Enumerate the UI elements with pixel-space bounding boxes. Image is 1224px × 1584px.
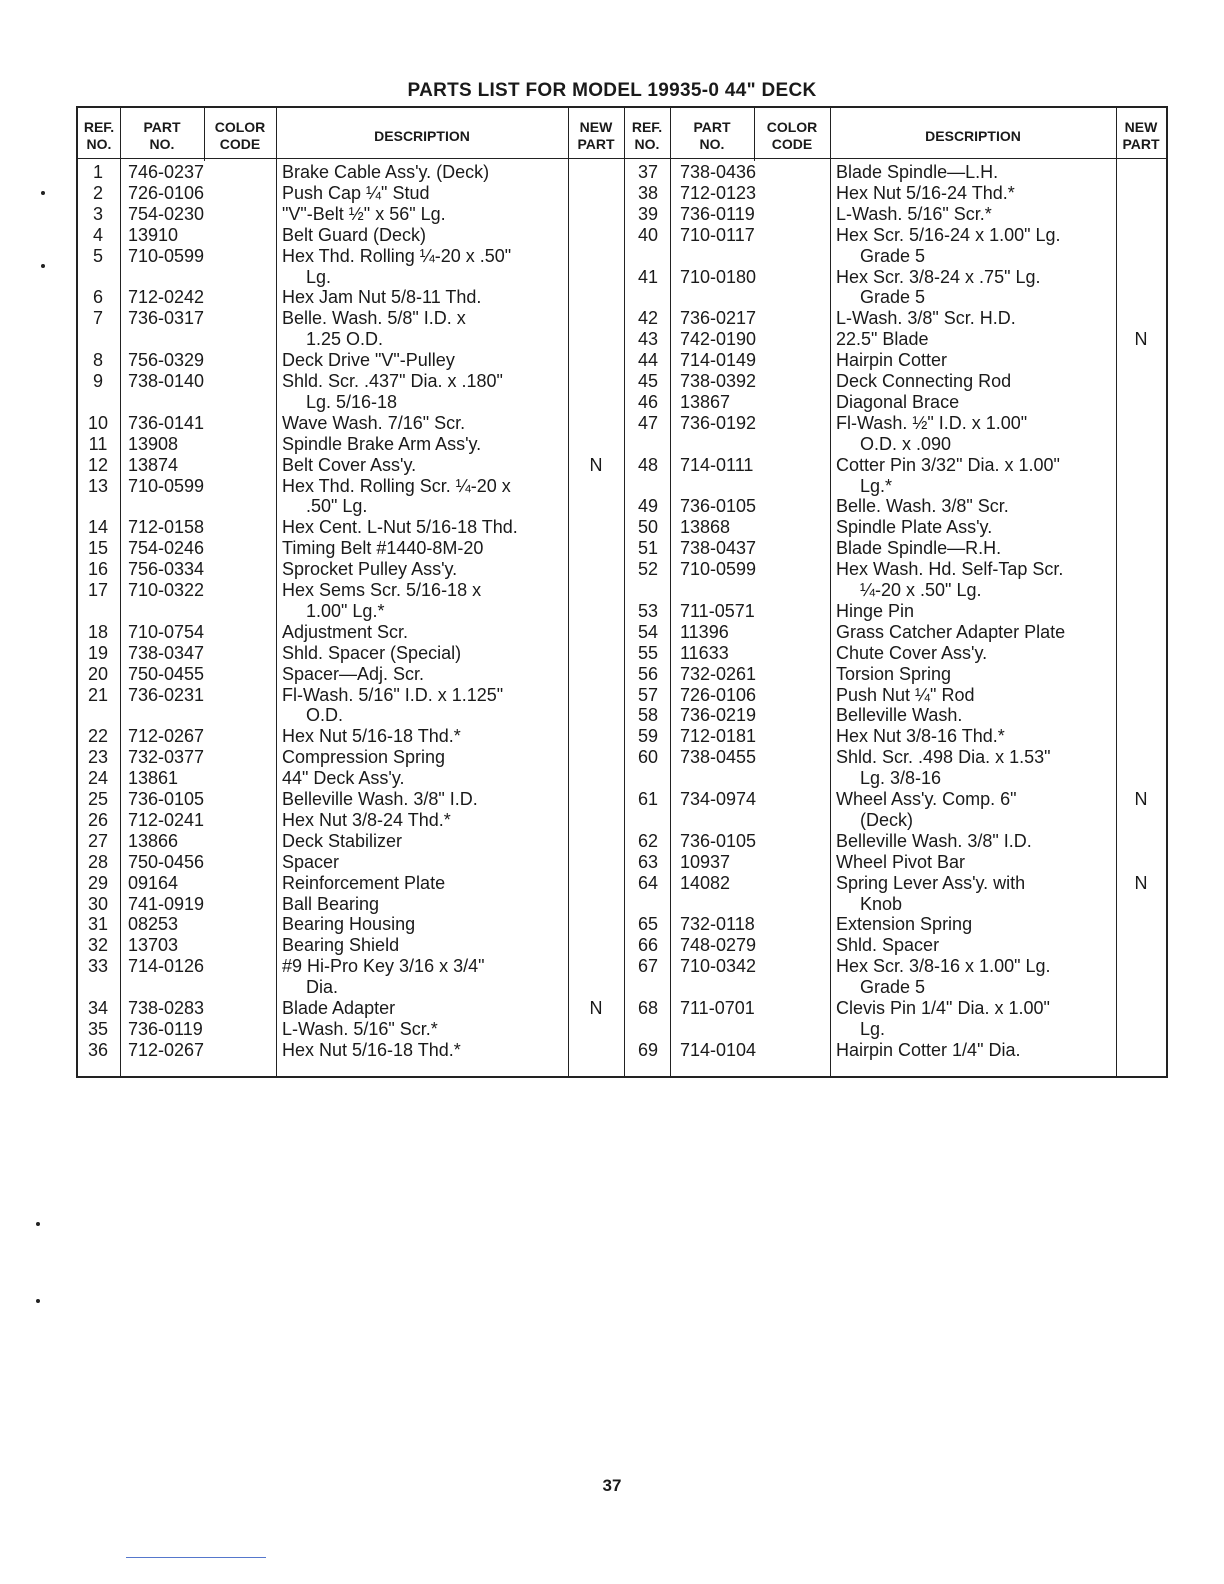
footer-rule [126, 1557, 266, 1558]
ref-no-cell: 15 [87, 538, 109, 559]
part-no-cell: 732-0261 [680, 663, 757, 684]
table-row [78, 914, 1166, 935]
description-cell: Ball Bearing [282, 893, 380, 914]
description-cell: Spacer [282, 851, 340, 872]
part-no-cell: 738-0437 [680, 538, 757, 559]
ref-no-cell: 61 [637, 789, 659, 809]
part-no-cell: 732-0118 [680, 914, 755, 935]
part-no-cell: 711-0571 [680, 600, 755, 621]
description-cell: Lg. [860, 1018, 886, 1039]
part-no-cell: 710-0599 [680, 559, 757, 580]
table-row [78, 183, 1166, 204]
part-no-cell: 736-0105 [680, 496, 757, 517]
part-no-cell: 714-0111 [680, 454, 754, 475]
ref-no-cell: 16 [87, 559, 109, 580]
ref-no-cell: 14 [87, 517, 109, 538]
header-new-part: NEW PART [1122, 119, 1160, 152]
new-part-cell: N [589, 998, 603, 1018]
table-row [78, 894, 1166, 915]
table-row [78, 204, 1166, 225]
description-cell: Belt Cover Ass'y. [282, 454, 417, 475]
table-row [78, 267, 1166, 288]
description-cell: Hex Scr. 3/8-16 x 1.00" Lg. [836, 956, 1051, 977]
description-cell: Belleville Wash. 3/8" I.D. [836, 830, 1032, 851]
ref-no-cell: 69 [637, 1039, 659, 1060]
description-cell: Hex Scr. 3/8-24 x .75" Lg. [836, 266, 1041, 287]
description-cell: L-Wash. 5/16" Scr.* [282, 1018, 438, 1039]
table-row [78, 831, 1166, 852]
ref-no-cell: 38 [637, 182, 659, 203]
part-no-cell: 750-0456 [128, 851, 205, 872]
description-cell: Blade Adapter [282, 998, 396, 1018]
table-row [78, 392, 1166, 413]
ref-no-cell: 19 [87, 642, 109, 663]
new-part-cell: N [1134, 329, 1148, 350]
part-no-cell: 736-0219 [680, 705, 757, 726]
part-no-cell: 712-0267 [128, 1039, 205, 1060]
description-cell: Hex Cent. L-Nut 5/16-18 Thd. [282, 517, 518, 538]
table-row [78, 664, 1166, 685]
part-no-cell: 710-0599 [128, 245, 205, 266]
ref-no-cell: 31 [87, 914, 109, 935]
description-cell: Hex Thd. Rolling ¼-20 x .50" [282, 245, 512, 266]
ref-no-cell: 25 [87, 789, 109, 809]
table-row [78, 935, 1166, 956]
margin-mark [36, 1222, 40, 1226]
ref-no-cell: 53 [637, 600, 659, 621]
description-cell: Shld. Scr. .498 Dia. x 1.53" [836, 747, 1051, 768]
part-no-cell: 736-0192 [680, 412, 757, 433]
description-cell: Hex Nut 5/16-24 Thd.* [836, 182, 1015, 203]
ref-no-cell: 65 [637, 914, 659, 935]
table-row [78, 998, 1166, 1019]
table-row [78, 768, 1166, 789]
table-row [78, 246, 1166, 267]
part-no-cell: 13861 [128, 768, 179, 789]
table-row [78, 329, 1166, 350]
ref-no-cell: 57 [637, 684, 659, 705]
ref-no-cell: 41 [637, 266, 659, 287]
ref-no-cell: 56 [637, 663, 659, 684]
description-cell: Spacer—Adj. Scr. [282, 663, 425, 684]
part-no-cell: 710-0180 [680, 266, 757, 287]
ref-no-cell: 12 [87, 454, 109, 475]
table-row [78, 747, 1166, 768]
description-cell: Brake Cable Ass'y. (Deck) [282, 162, 490, 182]
table-row [78, 601, 1166, 622]
part-no-cell: 13908 [128, 433, 179, 454]
ref-no-cell: 26 [87, 809, 109, 830]
description-cell: Belle. Wash. 5/8" I.D. x [282, 308, 466, 329]
description-cell: Hex Thd. Rolling Scr. ¼-20 x [282, 475, 511, 496]
ref-no-cell: 2 [92, 182, 103, 203]
part-no-cell: 10937 [680, 851, 731, 872]
description-cell: Lg. 5/16-18 [306, 391, 398, 412]
table-row [78, 455, 1166, 476]
part-no-cell: 742-0190 [680, 329, 757, 350]
ref-no-cell: 27 [87, 830, 109, 851]
description-cell: Extension Spring [836, 914, 973, 935]
description-cell: Diagonal Brace [836, 391, 960, 412]
description-cell: Deck Stabilizer [282, 830, 403, 851]
table-row [78, 643, 1166, 664]
table-row [78, 956, 1166, 977]
description-cell: Deck Connecting Rod [836, 371, 1012, 391]
part-no-cell: 710-0322 [128, 580, 205, 600]
page-number: 37 [602, 1476, 622, 1495]
header-new-part: NEW PART [577, 119, 615, 152]
part-no-cell: 738-0436 [680, 162, 757, 182]
part-no-cell: 710-0599 [128, 475, 205, 496]
part-no-cell: 748-0279 [680, 935, 757, 956]
description-cell: (Deck) [860, 809, 913, 830]
header-part-no: PART NO. [693, 119, 731, 152]
table-row [78, 162, 1166, 183]
ref-no-cell: 20 [87, 663, 109, 684]
ref-no-cell: 21 [87, 684, 109, 705]
description-cell: Push Nut ¼" Rod [836, 684, 975, 705]
description-cell: Hinge Pin [836, 600, 915, 621]
part-no-cell: 710-0342 [680, 956, 757, 977]
description-cell: Spindle Brake Arm Ass'y. [282, 433, 482, 454]
description-cell: Wheel Ass'y. Comp. 6" [836, 789, 1017, 809]
header-color-code: COLOR CODE [766, 119, 818, 152]
ref-no-cell: 47 [637, 412, 659, 433]
description-cell: 1.25 O.D. [306, 329, 384, 350]
table-row [78, 810, 1166, 831]
ref-no-cell: 7 [92, 308, 103, 329]
ref-no-cell: 1 [92, 162, 103, 182]
description-cell: Blade Spindle—L.H. [836, 162, 999, 182]
part-no-cell: 736-0119 [680, 203, 755, 224]
ref-no-cell: 6 [92, 287, 103, 308]
part-no-cell: 736-0141 [128, 412, 205, 433]
description-cell: Hex Nut 3/8-16 Thd.* [836, 726, 1005, 747]
description-cell: Reinforcement Plate [282, 872, 446, 893]
ref-no-cell: 39 [637, 203, 659, 224]
description-cell: Belle. Wash. 3/8" Scr. [836, 496, 1009, 517]
description-cell: Blade Spindle—R.H. [836, 538, 1002, 559]
header-ref-no: REF. NO. [83, 119, 115, 152]
part-no-cell: 711-0701 [680, 998, 755, 1018]
description-cell: Cotter Pin 3/32" Dia. x 1.00" [836, 454, 1060, 475]
part-no-cell: 750-0455 [128, 663, 205, 684]
part-no-cell: 736-0217 [680, 308, 757, 329]
ref-no-cell: 50 [637, 517, 659, 538]
description-cell: Hex Nut 5/16-18 Thd.* [282, 1039, 461, 1060]
margin-mark [36, 1299, 40, 1303]
ref-no-cell: 37 [637, 162, 659, 182]
description-cell: Deck Drive "V"-Pulley [282, 350, 455, 371]
part-no-cell: 756-0329 [128, 350, 205, 371]
ref-no-cell: 23 [87, 747, 109, 768]
new-part-cell: N [1134, 789, 1148, 809]
part-no-cell: 746-0237 [128, 162, 205, 182]
ref-no-cell: 60 [637, 747, 659, 768]
part-no-cell: 734-0974 [680, 789, 757, 809]
part-no-cell: 13867 [680, 391, 731, 412]
description-cell: Grade 5 [860, 245, 926, 266]
table-row [78, 287, 1166, 308]
table-row [78, 685, 1166, 706]
part-no-cell: 08253 [128, 914, 179, 935]
description-cell: Knob [860, 893, 903, 914]
ref-no-cell: 55 [637, 642, 659, 663]
new-part-cell: N [589, 454, 603, 475]
ref-no-cell: 49 [637, 496, 659, 517]
header-part-no: PART NO. [143, 119, 181, 152]
description-cell: Torsion Spring [836, 663, 952, 684]
table-row [78, 496, 1166, 517]
table-row [78, 1040, 1166, 1061]
ref-no-cell: 35 [87, 1018, 109, 1039]
ref-no-cell: 4 [92, 224, 103, 245]
part-no-cell: 726-0106 [128, 182, 205, 203]
part-no-cell: 712-0123 [680, 182, 757, 203]
ref-no-cell: 46 [637, 391, 659, 412]
ref-no-cell: 44 [637, 350, 659, 371]
ref-no-cell: 40 [637, 224, 659, 245]
description-cell: Bearing Shield [282, 935, 400, 956]
part-no-cell: 736-0317 [128, 308, 205, 329]
description-cell: L-Wash. 5/16" Scr.* [836, 203, 992, 224]
table-row [78, 225, 1166, 246]
description-cell: ¼-20 x .50" Lg. [860, 580, 982, 600]
header-ref-no: REF. NO. [631, 119, 663, 152]
part-no-cell: 738-0347 [128, 642, 205, 663]
description-cell: Wave Wash. 7/16" Scr. [282, 412, 466, 433]
description-cell: Lg.* [860, 475, 893, 496]
table-row [78, 538, 1166, 559]
description-cell: Sprocket Pulley Ass'y. [282, 559, 458, 580]
part-no-cell: 738-0140 [128, 371, 205, 391]
page-title: PARTS LIST FOR MODEL 19935-0 44" DECK [407, 80, 817, 101]
description-cell: Wheel Pivot Bar [836, 851, 966, 872]
description-cell: Adjustment Scr. [282, 621, 409, 642]
table-row [78, 517, 1166, 538]
header-rule [78, 158, 1166, 159]
part-no-cell: 13868 [680, 517, 731, 538]
part-no-cell: 738-0283 [128, 998, 205, 1018]
description-cell: Hex Scr. 5/16-24 x 1.00" Lg. [836, 224, 1061, 245]
description-cell: Hex Jam Nut 5/8-11 Thd. [282, 287, 482, 308]
header-color-code: COLOR CODE [214, 119, 266, 152]
part-no-cell: 13910 [128, 224, 179, 245]
part-no-cell: 741-0919 [128, 893, 205, 914]
description-cell: L-Wash. 3/8" Scr. H.D. [836, 308, 1016, 329]
table-row [78, 476, 1166, 497]
description-cell: Timing Belt #1440-8M-20 [282, 538, 484, 559]
ref-no-cell: 9 [92, 371, 103, 391]
ref-no-cell: 34 [87, 998, 109, 1018]
table-row [78, 580, 1166, 601]
ref-no-cell: 32 [87, 935, 109, 956]
parts-table [76, 106, 1168, 1078]
description-cell: #9 Hi-Pro Key 3/16 x 3/4" [282, 956, 485, 977]
description-cell: Hex Nut 3/8-24 Thd.* [282, 809, 451, 830]
part-no-cell: 714-0104 [680, 1039, 757, 1060]
part-no-cell: 712-0158 [128, 517, 205, 538]
description-cell: Spring Lever Ass'y. with [836, 872, 1026, 893]
description-cell: Compression Spring [282, 747, 446, 768]
description-cell: "V"-Belt ½" x 56" Lg. [282, 203, 446, 224]
ref-no-cell: 8 [92, 350, 103, 371]
ref-no-cell: 63 [637, 851, 659, 872]
table-row [78, 705, 1166, 726]
description-cell: Lg. 3/8-16 [860, 768, 942, 789]
description-cell: Fl-Wash. 5/16" I.D. x 1.125" [282, 684, 504, 705]
ref-no-cell: 13 [87, 475, 109, 496]
ref-no-cell: 68 [637, 998, 659, 1018]
ref-no-cell: 48 [637, 454, 659, 475]
ref-no-cell: 18 [87, 621, 109, 642]
ref-no-cell: 28 [87, 851, 109, 872]
description-cell: Lg. [306, 266, 332, 287]
part-no-cell: 714-0149 [680, 350, 757, 371]
ref-no-cell: 42 [637, 308, 659, 329]
ref-no-cell: 5 [92, 245, 103, 266]
header-description: DESCRIPTION [925, 127, 1021, 144]
table-row [78, 726, 1166, 747]
part-no-cell: 736-0105 [128, 789, 205, 809]
description-cell: Grade 5 [860, 977, 926, 998]
description-cell: Hex Wash. Hd. Self-Tap Scr. [836, 559, 1064, 580]
part-no-cell: 736-0119 [128, 1018, 203, 1039]
description-cell: Grass Catcher Adapter Plate [836, 621, 1066, 642]
ref-no-cell: 10 [87, 412, 109, 433]
ref-no-cell: 45 [637, 371, 659, 391]
ref-no-cell: 3 [92, 203, 103, 224]
ref-no-cell: 29 [87, 872, 109, 893]
part-no-cell: 14082 [680, 872, 731, 893]
description-cell: O.D. [306, 705, 344, 726]
part-no-cell: 09164 [128, 872, 179, 893]
table-row [78, 977, 1166, 998]
part-no-cell: 756-0334 [128, 559, 205, 580]
table-row [78, 308, 1166, 329]
table-row [78, 350, 1166, 371]
ref-no-cell: 59 [637, 726, 659, 747]
margin-mark [41, 264, 45, 268]
part-no-cell: 13874 [128, 454, 179, 475]
part-no-cell: 738-0392 [680, 371, 757, 391]
part-no-cell: 11396 [680, 621, 729, 642]
description-cell: Clevis Pin 1/4" Dia. x 1.00" [836, 998, 1050, 1018]
part-no-cell: 754-0246 [128, 538, 205, 559]
ref-no-cell: 51 [637, 538, 659, 559]
ref-no-cell: 11 [88, 433, 108, 454]
table-row [78, 1019, 1166, 1040]
part-no-cell: 710-0117 [680, 224, 755, 245]
part-no-cell: 712-0242 [128, 287, 205, 308]
header-description: DESCRIPTION [374, 127, 470, 144]
description-cell: 1.00" Lg.* [306, 600, 385, 621]
ref-no-cell: 64 [637, 872, 659, 893]
table-row [78, 371, 1166, 392]
ref-no-cell: 52 [637, 559, 659, 580]
description-cell: Hex Nut 5/16-18 Thd.* [282, 726, 461, 747]
description-cell: Belt Guard (Deck) [282, 224, 427, 245]
part-no-cell: 714-0126 [128, 956, 205, 977]
table-row [78, 622, 1166, 643]
part-no-cell: 738-0455 [680, 747, 757, 768]
table-row [78, 852, 1166, 873]
description-cell: Shld. Spacer (Special) [282, 642, 462, 663]
part-no-cell: 13703 [128, 935, 179, 956]
description-cell: Spindle Plate Ass'y. [836, 517, 993, 538]
description-cell: Hairpin Cotter [836, 350, 948, 371]
description-cell: Shld. Scr. .437" Dia. x .180" [282, 371, 503, 391]
ref-no-cell: 36 [87, 1039, 109, 1060]
part-no-cell: 712-0267 [128, 726, 205, 747]
ref-no-cell: 33 [87, 956, 109, 977]
description-cell: Push Cap ¼" Stud [282, 182, 430, 203]
description-cell: Grade 5 [860, 287, 926, 308]
part-no-cell: 736-0105 [680, 830, 757, 851]
ref-no-cell: 17 [87, 580, 109, 600]
description-cell: Hairpin Cotter 1/4" Dia. [836, 1039, 1021, 1060]
ref-no-cell: 58 [637, 705, 659, 726]
part-no-cell: 754-0230 [128, 203, 205, 224]
table-row [78, 559, 1166, 580]
description-cell: 44" Deck Ass'y. [282, 768, 405, 789]
part-no-cell: 726-0106 [680, 684, 757, 705]
part-no-cell: 710-0754 [128, 621, 205, 642]
table-row [78, 873, 1166, 894]
ref-no-cell: 43 [637, 329, 659, 350]
table-row [78, 789, 1166, 810]
new-part-cell: N [1134, 872, 1148, 893]
part-no-cell: 712-0181 [680, 726, 757, 747]
ref-no-cell: 22 [87, 726, 109, 747]
margin-mark [41, 191, 45, 195]
description-cell: Dia. [306, 977, 339, 998]
description-cell: .50" Lg. [306, 496, 368, 517]
ref-no-cell: 62 [637, 830, 659, 851]
description-cell: O.D. x .090 [860, 433, 952, 454]
ref-no-cell: 67 [637, 956, 659, 977]
part-no-cell: 11633 [680, 642, 729, 663]
table-row [78, 434, 1166, 455]
ref-no-cell: 24 [87, 768, 109, 789]
description-cell: Bearing Housing [282, 914, 416, 935]
description-cell: Fl-Wash. ½" I.D. x 1.00" [836, 412, 1028, 433]
description-cell: 22.5" Blade [836, 329, 929, 350]
description-cell: Belleville Wash. [836, 705, 963, 726]
ref-no-cell: 66 [637, 935, 659, 956]
part-no-cell: 13866 [128, 830, 179, 851]
description-cell: Shld. Spacer [836, 935, 940, 956]
part-no-cell: 732-0377 [128, 747, 205, 768]
ref-no-cell: 30 [87, 893, 109, 914]
description-cell: Chute Cover Ass'y. [836, 642, 988, 663]
description-cell: Belleville Wash. 3/8" I.D. [282, 789, 478, 809]
ref-no-cell: 54 [637, 621, 659, 642]
description-cell: Hex Sems Scr. 5/16-18 x [282, 580, 482, 600]
part-no-cell: 736-0231 [128, 684, 205, 705]
table-row [78, 413, 1166, 434]
part-no-cell: 712-0241 [128, 809, 205, 830]
